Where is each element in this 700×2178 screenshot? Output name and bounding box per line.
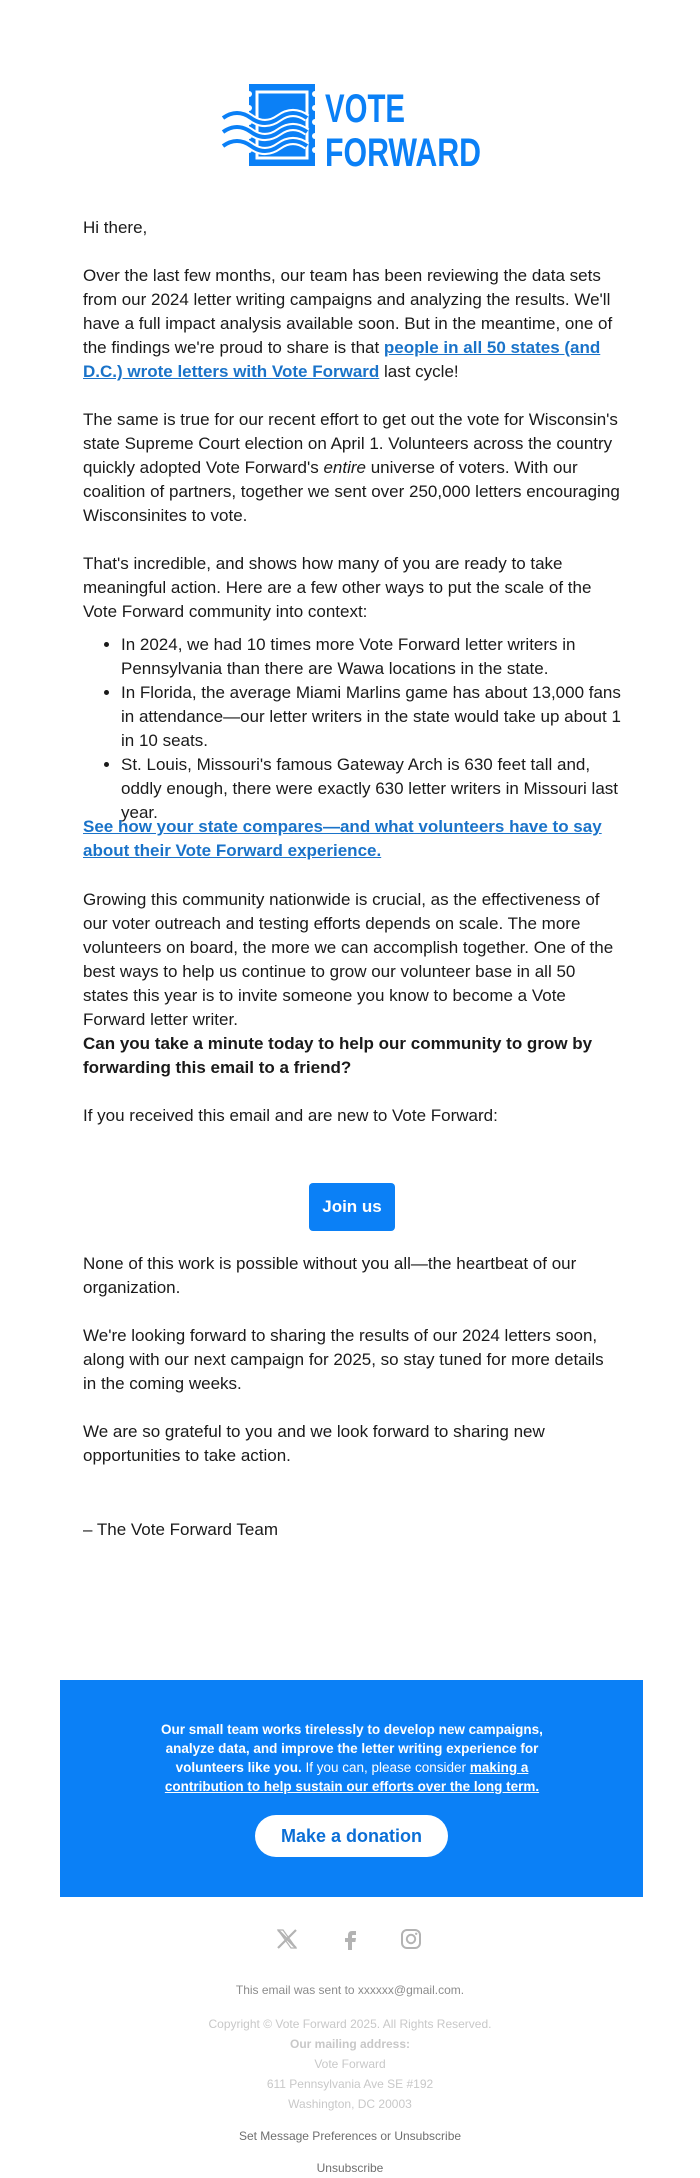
new-user-prompt: If you received this email and are new to Vote Forward:: [83, 1106, 498, 1125]
stamp-wave-icon: [223, 84, 318, 166]
list-item: • St. Louis, Missouri's famous Gateway Arch is 630 feet tall and, oddly enough, there were exactly 630 letter writers in Missouri last year.: [121, 753, 621, 825]
bullet-list: [83, 633, 621, 825]
donation-banner: [60, 1680, 643, 1897]
logo-line-1: VOTE: [325, 87, 405, 131]
greeting: Hi there,: [83, 218, 148, 237]
paragraph-next-campaign: We're looking forward to sharing the results of our 2024 letters soon, along with our next campaign for 2025, so stay tuned for more details in the coming weeks.: [83, 1326, 604, 1393]
recipient-email: xxxxxx@gmail.com: [357, 1983, 461, 1997]
compare-paragraph: [83, 815, 621, 863]
facebook-icon[interactable]: [339, 1928, 361, 1950]
sent-to-line: This email was sent to xxxxxx@gmail.com.: [235, 1983, 465, 1997]
address-street: 611 Pennsylvania Ave SE #192: [266, 2077, 434, 2091]
paragraph-wisconsin: The same is true for our recent effort to get out the vote for Wisconsin's state Supreme Court election on April 1. Volunteers across the country quickly adopted Vote Forward's entire universe of voters. With our coalition of partners, together we sent over 250,000 letters encouraging Wisconsinites to vote.: [83, 410, 620, 525]
ask-forward: Can you take a minute today to help our community to grow by forwarding this email to a friend?: [83, 1034, 593, 1077]
make-donation-button[interactable]: Make a donation: [255, 1815, 448, 1857]
logo-line-2: FORWARD: [325, 131, 481, 175]
compare-link[interactable]: See how your state compares—and what volunteers have to say about their Vote Forward experience.: [83, 817, 602, 860]
paragraph-context: That's incredible, and shows how many of you are ready to take meaningful action. Here are a few other ways to put the scale of the Vote Forward community into context:: [83, 554, 592, 621]
paragraph-heartbeat: None of this work is possible without you all—the heartbeat of our organization.: [83, 1254, 577, 1297]
preferences-link[interactable]: Set Message Preferences or Unsubscribe: [238, 2129, 462, 2143]
paragraph-findings: Over the last few months, our team has been reviewing the data sets from our 2024 letter writing campaigns and analyzing the results. We'll have a full impact analysis available soon. But in the meantime, one of the findings we're proud to share is that people in all 50 states (and D.C.) wrote letters with Vote Forward last cycle!: [83, 266, 613, 381]
join-us-button[interactable]: Join us: [309, 1183, 395, 1231]
list-item: • In Florida, the average Miami Marlins game has about 13,000 fans in attendance—our letter writers in the state would take up about 1 in 10 seats.: [121, 681, 621, 753]
states-link[interactable]: people in all 50 states (and D.C.) wrote letters with Vote Forward: [83, 338, 601, 381]
address-org: Vote Forward: [314, 2057, 386, 2071]
instagram-icon[interactable]: [400, 1928, 422, 1950]
signoff: – The Vote Forward Team: [83, 1520, 278, 1539]
paragraph-growing: Growing this community nationwide is crucial, as the effectiveness of our voter outreach and testing efforts depends on scale. The more volunteers on board, the more we can accomplish together. One of the best ways to help us continue to grow our volunteer base in all 50 states this year is to invite someone you know to become a Vote Forward letter writer.: [83, 890, 614, 1029]
mailing-address-label: Our mailing address:: [289, 2037, 411, 2051]
copyright: Copyright © Vote Forward 2025. All Rights Reserved.: [208, 2017, 492, 2031]
list-item: • In 2024, we had 10 times more Vote Forward letter writers in Pennsylvania than there are Wawa locations in the state.: [121, 633, 621, 681]
contribution-link[interactable]: making a contribution to help sustain our efforts over the long term.: [164, 1760, 540, 1794]
address-city: Washington, DC 20003: [288, 2097, 412, 2111]
unsubscribe-link[interactable]: Unsubscribe: [316, 2161, 384, 2175]
x-icon[interactable]: [276, 1928, 298, 1950]
paragraph-grateful: We are so grateful to you and we look forward to sharing new opportunities to take action.: [83, 1422, 545, 1465]
donation-text: Our small team works tirelessly to develop new campaigns, analyze data, and improve the letter writing experience for volunteers like you. If you can, please consider making a contribution to help sustain our efforts over the long term.: [161, 1722, 543, 1794]
vote-forward-logo: [223, 78, 483, 175]
